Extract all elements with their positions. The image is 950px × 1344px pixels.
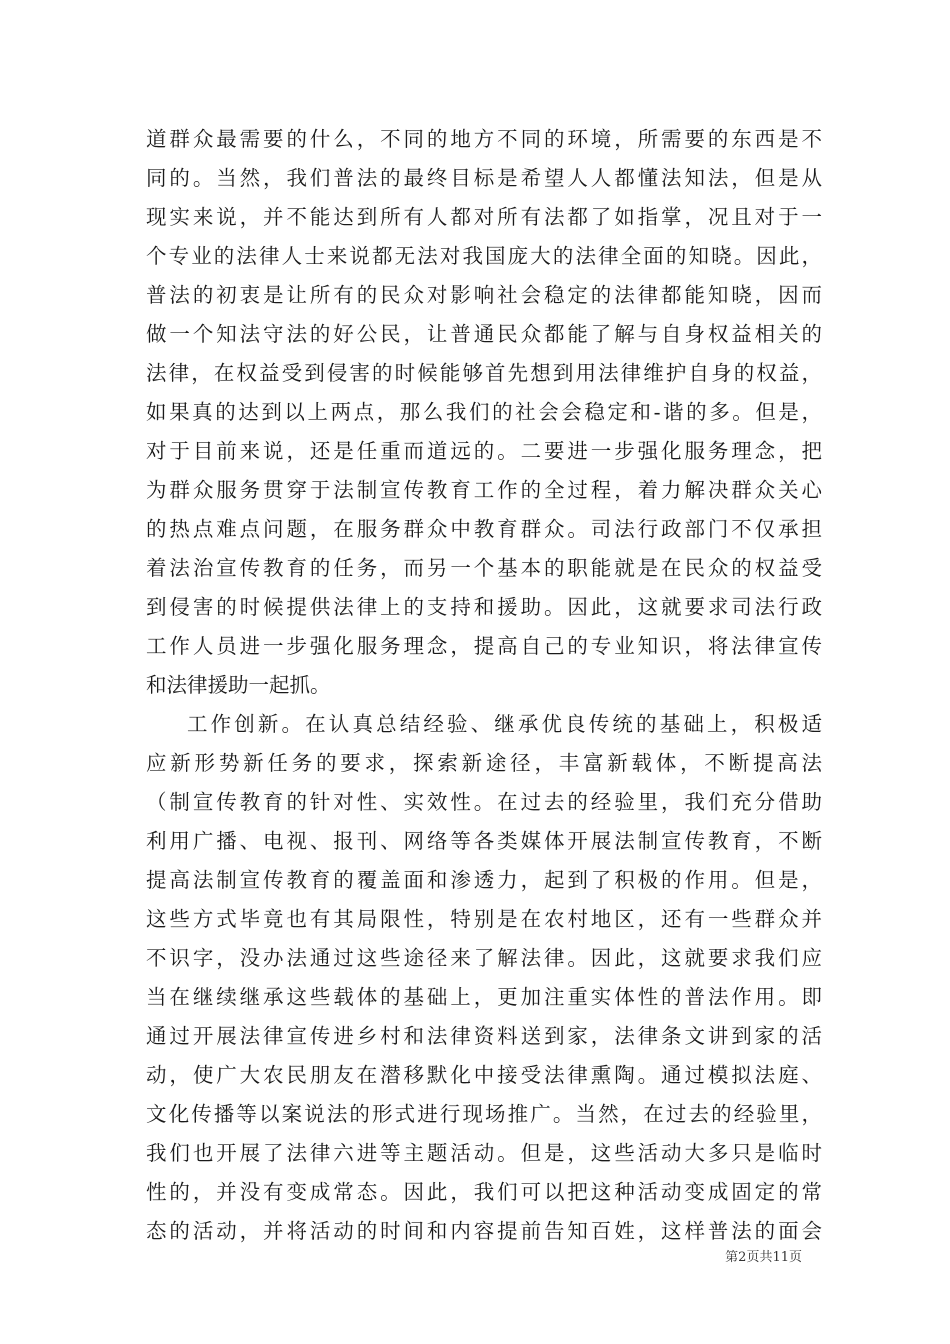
text-line: 态的活动，并将活动的时间和内容提前告知百姓，这样普法的面会 xyxy=(146,1219,822,1243)
text-line: 应新形势新任务的要求，探索新途径，丰富新载体，不断提高法 xyxy=(146,751,822,775)
text-line: 着法治宣传教育的任务，而另一个基本的职能就是在民众的权益受 xyxy=(146,556,822,580)
text-line: 和法律援助一起抓。 xyxy=(146,673,331,697)
text-line: 对于目前来说，还是任重而道远的。二要进一步强化服务理念，把 xyxy=(146,439,822,463)
text-line: 法律，在权益受到侵害的时候能够首先想到用法律维护自身的权益， xyxy=(146,361,822,385)
text-line: 如果真的达到以上两点，那么我们的社会会稳定和-谐的多。但是， xyxy=(146,400,822,424)
text-line: 利用广播、电视、报刊、网络等各类媒体开展法制宣传教育，不断 xyxy=(146,829,822,853)
page-number: 第2页共11页 xyxy=(725,1250,802,1265)
text-line: 现实来说，并不能达到所有人都对所有法都了如指掌，况且对于一 xyxy=(146,205,822,229)
text-line: 普法的初衷是让所有的民众对影响社会稳定的法律都能知晓，因而 xyxy=(146,283,822,307)
text-line: 道群众最需要的什么，不同的地方不同的环境，所需要的东西是不 xyxy=(146,127,822,151)
text-line: 文化传播等以案说法的形式进行现场推广。当然，在过去的经验里， xyxy=(146,1102,822,1126)
text-line: 做一个知法守法的好公民，让普通民众都能了解与自身权益相关的 xyxy=(146,322,822,346)
text-line: 同的。当然，我们普法的最终目标是希望人人都懂法知法，但是从 xyxy=(146,166,822,190)
text-line: 到侵害的时候提供法律上的支持和援助。因此，这就要求司法行政 xyxy=(146,595,822,619)
text-line: 性的，并没有变成常态。因此，我们可以把这种活动变成固定的常 xyxy=(146,1180,822,1204)
text-line: 当在继续继承这些载体的基础上，更加注重实体性的普法作用。即 xyxy=(146,985,822,1009)
text-line: 为群众服务贯穿于法制宣传教育工作的全过程，着力解决群众关心 xyxy=(146,478,822,502)
text-line: 我们也开展了法律六进等主题活动。但是，这些活动大多只是临时 xyxy=(146,1141,822,1165)
text-line: 动，使广大农民朋友在潜移默化中接受法律熏陶。通过模拟法庭、 xyxy=(146,1063,822,1087)
text-line: 这些方式毕竟也有其局限性，特别是在农村地区，还有一些群众并 xyxy=(146,907,822,931)
text-line: 工作创新。在认真总结经验、继承优良传统的基础上，积极适 xyxy=(187,712,822,736)
text-line: 工作人员进一步强化服务理念，提高自己的专业知识，将法律宣传 xyxy=(146,634,822,658)
text-line: 通过开展法律宣传进乡村和法律资料送到家，法律条文讲到家的活 xyxy=(146,1024,822,1048)
text-line: 不识字，没办法通过这些途径来了解法律。因此，这就要求我们应 xyxy=(146,946,822,970)
text-line: 个专业的法律人士来说都无法对我国庞大的法律全面的知晓。因此， xyxy=(146,244,822,268)
text-line: （制宣传教育的针对性、实效性。在过去的经验里，我们充分借助 xyxy=(146,790,822,814)
text-line: 的热点难点问题，在服务群众中教育群众。司法行政部门不仅承担 xyxy=(146,517,822,541)
document-body xyxy=(146,120,822,1251)
text-line: 提高法制宣传教育的覆盖面和渗透力，起到了积极的作用。但是， xyxy=(146,868,822,892)
